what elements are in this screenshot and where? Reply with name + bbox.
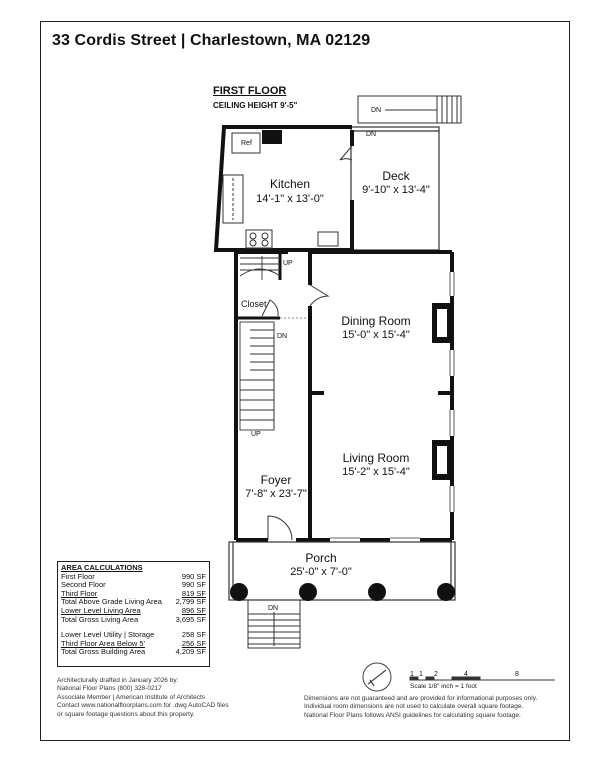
main-stair-up-label: UP	[251, 431, 261, 438]
scale-tick-label: 1	[410, 671, 414, 678]
kitchen-name: Kitchen	[269, 177, 311, 191]
closet-name: Closet	[241, 299, 267, 309]
scale-caption: Scale 1/8" inch = 1 foot	[410, 683, 477, 690]
kitchen-sink	[318, 232, 338, 246]
dining-door-swing	[310, 285, 328, 306]
area-row: Lower Level Utility | Storage 258 SF	[61, 630, 206, 640]
porch-column	[230, 583, 248, 601]
living-room-name: Living Room	[342, 451, 410, 465]
area-title: AREA CALCULATIONS	[61, 563, 143, 572]
drafting-credits: Architecturally drafted in January 2026 by: National Floor Plans (800) 328-0217 Associate Member | American Institute of Architects Contact www.nationalfloorplans.com for .dwg AutoCAD files or square footage questions about this property.	[57, 677, 229, 718]
front-door-swing	[268, 516, 292, 540]
scale-tick-label: 4	[464, 671, 468, 678]
area-row: Third Floor 819 SF	[61, 588, 206, 598]
scale-tick-label: 8	[515, 671, 519, 678]
kitchen-dimensions: 14'-1" x 13'-0"	[256, 193, 324, 205]
area-row: Lower Level Living Area 896 SF	[61, 605, 206, 615]
living-room-dimensions: 15'-2" x 15'-4"	[342, 466, 410, 478]
porch-dimensions: 25'-0" x 7'-0"	[290, 566, 352, 578]
kitchen-door-swing	[340, 146, 352, 160]
floor-title: FIRST FLOOR	[213, 85, 287, 97]
area-calculations	[57, 561, 210, 667]
area-row: Total Gross Building Area 4,209 SF	[61, 647, 206, 657]
porch-column	[437, 583, 455, 601]
dining-room-name: Dining Room	[341, 314, 411, 328]
property-address: 33 Cordis Street | Charlestown, MA 02129	[52, 32, 371, 49]
upper-stair	[240, 256, 280, 280]
area-row: First Floor 990 SF	[61, 571, 206, 581]
compass-icon	[363, 663, 391, 691]
area-row: Third Floor Area Below 5' 256 SF	[61, 638, 206, 648]
upper-stair-up-label: UP	[283, 260, 293, 267]
porch-column	[368, 583, 386, 601]
main-stair-dn-label: DN	[277, 333, 288, 340]
area-row: Total Gross Living Area 3,695 SF	[61, 614, 206, 624]
scale-bar	[410, 677, 555, 680]
refrigerator-label: Ref	[241, 140, 252, 147]
scale-tick-label: 2	[434, 671, 438, 678]
scale-tick-label: 1	[419, 671, 423, 678]
ceiling-height: CEILING HEIGHT 9'-5"	[213, 101, 298, 110]
area-row: Second Floor 990 SF	[61, 580, 206, 590]
deck-stairs-dn-label: DN	[371, 107, 382, 114]
cooktop	[246, 230, 272, 248]
disclaimer: Dimensions are not guaranteed and are provided for informational purposes only. Individual room dimensions are not used to calculate overall square footage. National Floor Plans follows ANSI guidelines for calculating square footage.	[304, 695, 538, 719]
foyer-dimensions: 7'-8" x 23'-7"	[245, 488, 307, 500]
main-stair	[240, 322, 274, 430]
area-row: Total Above Grade Living Area 2,799 SF	[61, 597, 206, 607]
porch-stairs-dn-label: DN	[268, 605, 279, 612]
porch-column	[299, 583, 317, 601]
dining-room-dimensions: 15'-0" x 15'-4"	[342, 329, 410, 341]
foyer-name: Foyer	[260, 473, 292, 487]
deck-name: Deck	[382, 169, 410, 183]
porch-name: Porch	[305, 551, 337, 565]
deck-dimensions: 9'-10" x 13'-4"	[362, 184, 430, 196]
deck-dn-label: DN	[366, 131, 377, 138]
range-hood	[262, 130, 282, 144]
